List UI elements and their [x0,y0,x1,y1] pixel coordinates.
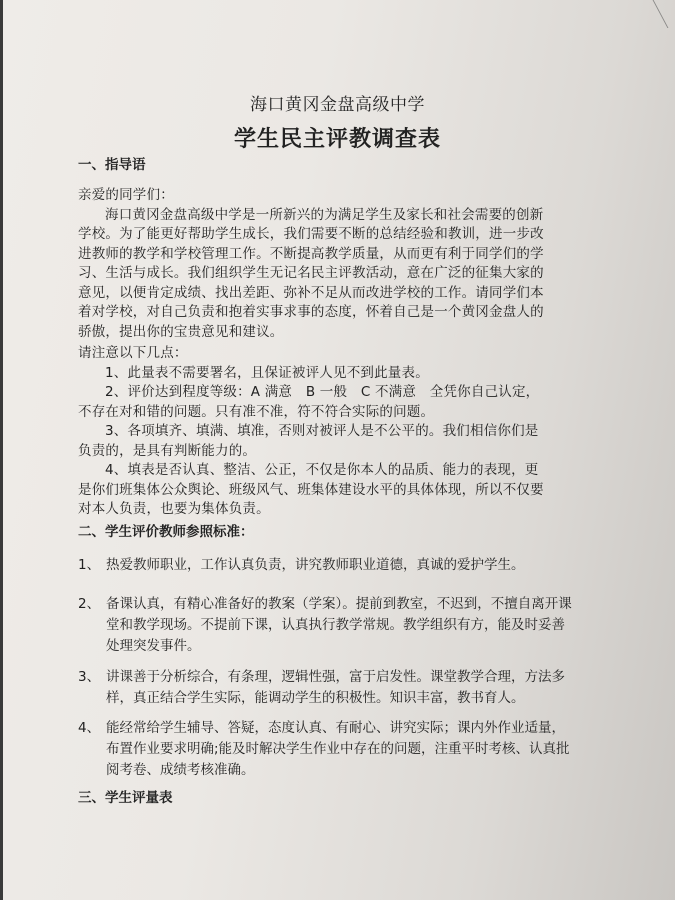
document-title: 学生民主评教调查表 [233,126,441,152]
criteria-text: 热爱教师职业，工作认真负责，讲究教师职业道德，真诚的爱护学生。 [106,557,525,573]
section-heading-criteria: 二、学生评价教师参照标准： [78,524,254,540]
criteria-text: 讲课善于分析综合，有条理，逻辑性强，富于启发性。课堂教学合理，方法多样，真正结合学生实际，能调动学生的积极性。知识丰富，教书育人。 [106,669,565,706]
notice-item: 4、填表是否认真、整洁、公正，不仅是你本人的品质、能力的表现，更是你们班集体公众舆论、班级风气、班集体建设水平的具体体现，所以不仅要对本人负责，也要为集体负责。 [78,462,544,517]
section-heading-rating-table: 三、学生评量表 [78,790,173,806]
notice-item: 1、此量表不需要署名，且保证被评人见不到此量表。 [105,364,429,381]
guidance-text [78,186,548,342]
section-heading-guidance: 一、指导语 [78,157,146,173]
notice-heading: 请注意以下几点： [78,345,188,361]
criteria-item [78,718,578,781]
intro-paragraph: 海口黄冈金盘高级中学是一所新兴的为满足学生及家长和社会需要的创新学校。为了能更好帮助学生成长，我们需要不断的总结经验和教训，进一步改进教师的教学和学校管理工作。不断提高教学质量，从而更有利于同学们的学习、生活与成长。我们组织学生无记名民主评教活动，意在广泛的征集大家的意见，以便肯定成绩、找出差距、弥补不足从而改进学校的工作。请同学们本着对学校，对自己负责和抱着实事求事的态度，怀着自己是一个黄冈金盘人的骄傲，提出你的宝贵意见和建议。 [78,206,544,340]
criteria-number: 3、 [78,669,101,685]
criteria-text: 备课认真，有精心准备好的教案（学案）。提前到教室，不迟到，不擅自离开课堂和教学现场。不提前下课，认真执行教学常规。教学组织有方，能及时妥善处理突发事件。 [106,596,572,654]
greeting: 亲爱的同学们： [78,187,174,203]
notice-block [78,344,548,520]
notice-item: 2、评价达到程度等级：A 满意 B 一般 C 不满意 全凭你自己认定，不存在对和错的问题。只有准不准，符不符合实际的问题。 [78,384,540,420]
school-name: 海口黄冈金盘高级中学 [250,95,425,115]
criteria-item [78,594,578,657]
criteria-number: 4、 [78,720,101,736]
notice-item: 3、各项填齐、填满、填准，否则对被评人是不公平的。我们相信你们是负责的，是具有判断能力的。 [78,423,539,459]
criteria-number: 1、 [78,557,101,573]
criteria-item [78,667,578,709]
pen-mark [627,0,669,28]
criteria-number: 2、 [78,596,101,612]
criteria-text: 能经常给学生辅导、答疑，态度认真、有耐心、讲究实际；课内外作业适量，布置作业要求明确;能及时解决学生作业中存在的问题，注重平时考核、认真批阅考卷、成绩考核准确。 [106,720,570,778]
criteria-item [78,555,578,576]
